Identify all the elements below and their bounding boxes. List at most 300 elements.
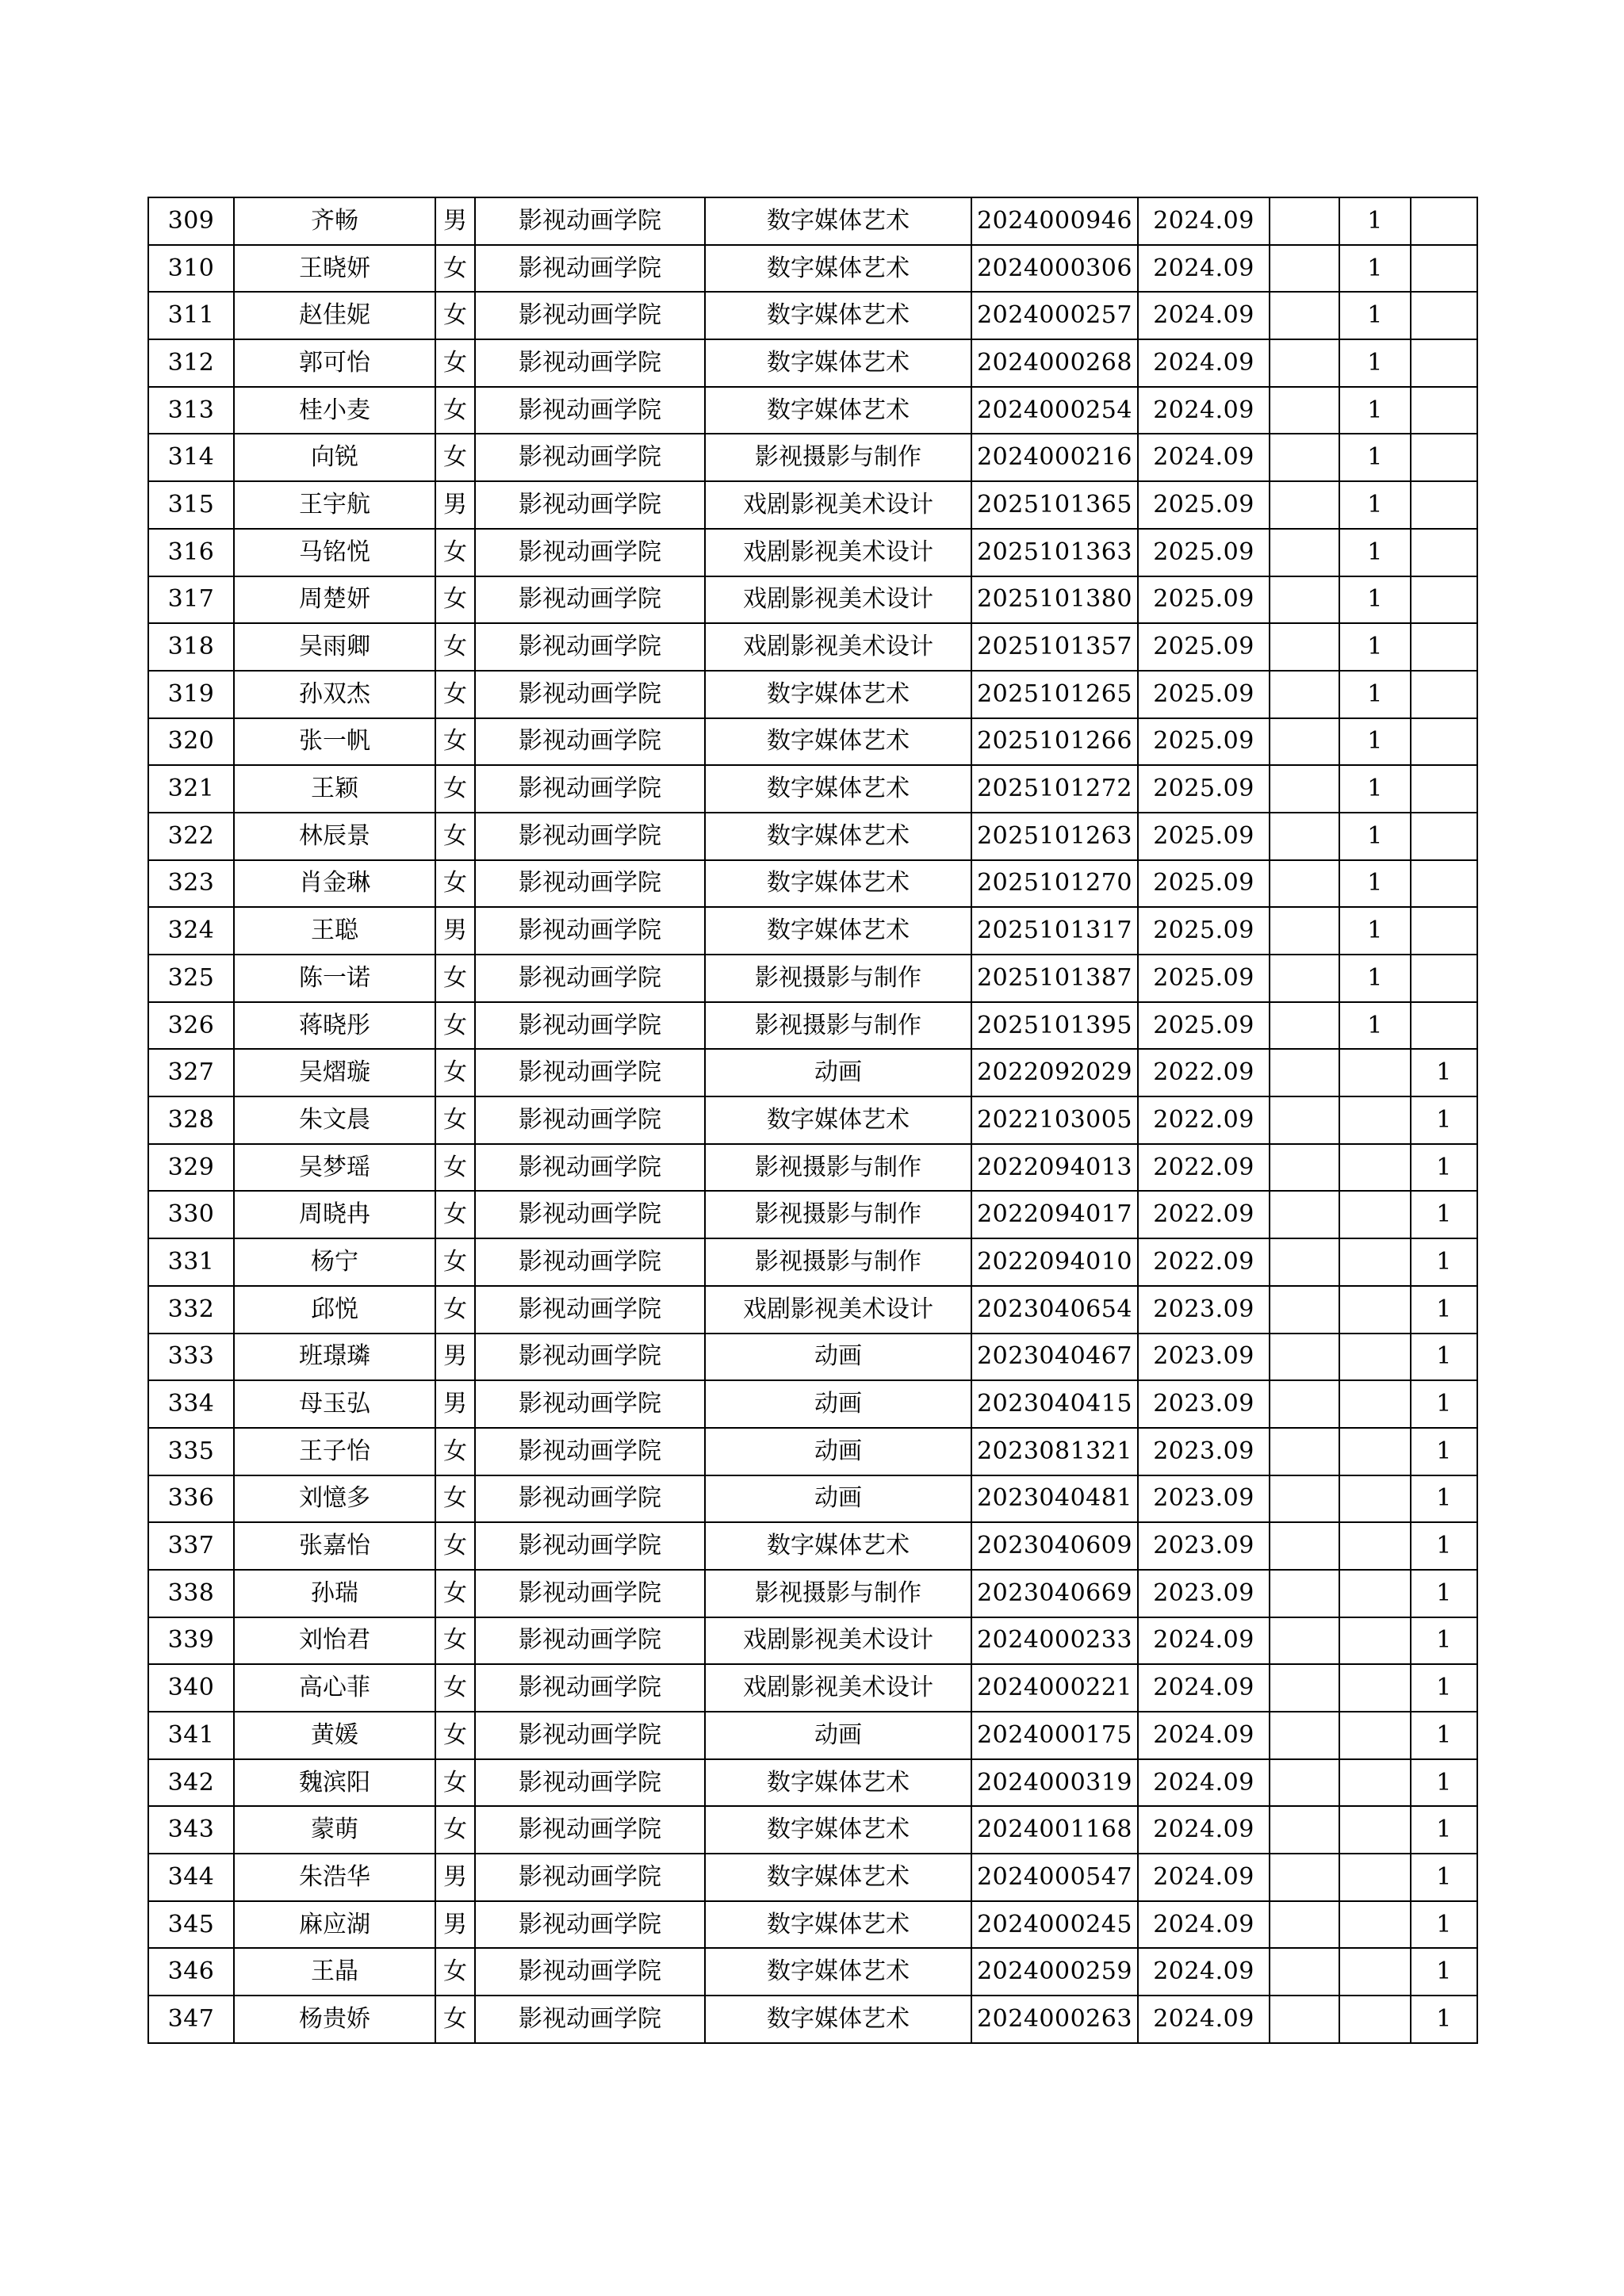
- cell-major: 数字媒体艺术: [705, 765, 971, 813]
- cell-col-10: [1411, 292, 1477, 339]
- cell-enrollment: 2022.09: [1138, 1096, 1270, 1144]
- cell-col-9: 1: [1339, 197, 1411, 245]
- cell-index: 314: [148, 434, 234, 481]
- cell-index: 346: [148, 1948, 234, 1996]
- cell-name: 孙双杰: [234, 671, 435, 718]
- cell-student-id: 2025101357: [971, 623, 1138, 671]
- cell-col-10: [1411, 387, 1477, 434]
- cell-enrollment: 2022.09: [1138, 1144, 1270, 1192]
- cell-major: 动画: [705, 1428, 971, 1475]
- cell-index: 326: [148, 1002, 234, 1050]
- cell-col-10: [1411, 1002, 1477, 1050]
- cell-enrollment: 2024.09: [1138, 1806, 1270, 1854]
- cell-student-id: 2023040654: [971, 1286, 1138, 1334]
- cell-college: 影视动画学院: [475, 387, 705, 434]
- table-row: [148, 529, 1477, 576]
- cell-col-9: [1339, 1428, 1411, 1475]
- cell-col-9: [1339, 1191, 1411, 1238]
- cell-college: 影视动画学院: [475, 1806, 705, 1854]
- cell-student-id: 2022092029: [971, 1049, 1138, 1096]
- cell-col-8: [1270, 1096, 1339, 1144]
- cell-col-8: [1270, 1759, 1339, 1807]
- cell-major: 数字媒体艺术: [705, 339, 971, 387]
- cell-major: 戏剧影视美术设计: [705, 576, 971, 624]
- table-row: [148, 481, 1477, 529]
- cell-gender: 女: [435, 1096, 475, 1144]
- cell-col-8: [1270, 387, 1339, 434]
- cell-index: 324: [148, 907, 234, 955]
- cell-col-9: 1: [1339, 481, 1411, 529]
- cell-index: 310: [148, 245, 234, 293]
- cell-name: 王宇航: [234, 481, 435, 529]
- cell-enrollment: 2025.09: [1138, 860, 1270, 908]
- table-row: [148, 387, 1477, 434]
- cell-major: 数字媒体艺术: [705, 1948, 971, 1996]
- cell-col-9: [1339, 1096, 1411, 1144]
- cell-major: 数字媒体艺术: [705, 292, 971, 339]
- table-row: [148, 576, 1477, 624]
- cell-col-8: [1270, 529, 1339, 576]
- cell-student-id: 2024000547: [971, 1854, 1138, 1901]
- cell-gender: 女: [435, 1238, 475, 1286]
- cell-col-9: [1339, 1617, 1411, 1665]
- cell-col-8: [1270, 197, 1339, 245]
- cell-student-id: 2025101387: [971, 955, 1138, 1002]
- cell-col-9: [1339, 1948, 1411, 1996]
- cell-name: 蒙萌: [234, 1806, 435, 1854]
- cell-college: 影视动画学院: [475, 1191, 705, 1238]
- cell-major: 动画: [705, 1380, 971, 1428]
- cell-college: 影视动画学院: [475, 1380, 705, 1428]
- cell-enrollment: 2025.09: [1138, 955, 1270, 1002]
- table-row: [148, 1334, 1477, 1381]
- cell-major: 数字媒体艺术: [705, 860, 971, 908]
- cell-enrollment: 2024.09: [1138, 1712, 1270, 1759]
- cell-col-8: [1270, 1948, 1339, 1996]
- cell-gender: 男: [435, 1334, 475, 1381]
- cell-student-id: 2023040669: [971, 1570, 1138, 1617]
- cell-index: 344: [148, 1854, 234, 1901]
- cell-major: 影视摄影与制作: [705, 434, 971, 481]
- cell-gender: 女: [435, 387, 475, 434]
- table-row: [148, 1049, 1477, 1096]
- cell-major: 戏剧影视美术设计: [705, 1664, 971, 1712]
- table-row: [148, 813, 1477, 860]
- table-row: [148, 339, 1477, 387]
- table-row: [148, 1617, 1477, 1665]
- cell-gender: 女: [435, 1049, 475, 1096]
- cell-enrollment: 2024.09: [1138, 1901, 1270, 1949]
- cell-gender: 女: [435, 245, 475, 293]
- cell-index: 335: [148, 1428, 234, 1475]
- cell-enrollment: 2024.09: [1138, 1617, 1270, 1665]
- cell-col-8: [1270, 1191, 1339, 1238]
- cell-enrollment: 2024.09: [1138, 434, 1270, 481]
- cell-name: 吴梦瑶: [234, 1144, 435, 1192]
- cell-col-10: 1: [1411, 1664, 1477, 1712]
- cell-college: 影视动画学院: [475, 245, 705, 293]
- cell-gender: 女: [435, 1286, 475, 1334]
- cell-name: 邱悦: [234, 1286, 435, 1334]
- cell-name: 桂小麦: [234, 387, 435, 434]
- cell-student-id: 2024000221: [971, 1664, 1138, 1712]
- cell-college: 影视动画学院: [475, 434, 705, 481]
- cell-name: 王子怡: [234, 1428, 435, 1475]
- cell-student-id: 2022094017: [971, 1191, 1138, 1238]
- cell-col-10: 1: [1411, 1428, 1477, 1475]
- cell-enrollment: 2022.09: [1138, 1238, 1270, 1286]
- cell-name: 王聪: [234, 907, 435, 955]
- cell-student-id: 2024000233: [971, 1617, 1138, 1665]
- cell-major: 数字媒体艺术: [705, 1522, 971, 1570]
- cell-col-10: 1: [1411, 1759, 1477, 1807]
- cell-col-8: [1270, 339, 1339, 387]
- table-row: [148, 1096, 1477, 1144]
- cell-major: 数字媒体艺术: [705, 671, 971, 718]
- cell-enrollment: 2024.09: [1138, 1996, 1270, 2043]
- cell-enrollment: 2023.09: [1138, 1428, 1270, 1475]
- cell-col-10: [1411, 245, 1477, 293]
- cell-col-8: [1270, 1901, 1339, 1949]
- table-row: [148, 1144, 1477, 1192]
- cell-enrollment: 2022.09: [1138, 1191, 1270, 1238]
- cell-col-10: [1411, 529, 1477, 576]
- cell-col-10: 1: [1411, 1996, 1477, 2043]
- cell-student-id: 2024000946: [971, 197, 1138, 245]
- cell-gender: 女: [435, 339, 475, 387]
- table-row: [148, 1428, 1477, 1475]
- cell-major: 数字媒体艺术: [705, 718, 971, 766]
- cell-gender: 男: [435, 197, 475, 245]
- cell-college: 影视动画学院: [475, 1617, 705, 1665]
- cell-student-id: 2025101263: [971, 813, 1138, 860]
- cell-gender: 女: [435, 1806, 475, 1854]
- cell-student-id: 2025101380: [971, 576, 1138, 624]
- cell-col-10: [1411, 718, 1477, 766]
- cell-index: 311: [148, 292, 234, 339]
- cell-major: 戏剧影视美术设计: [705, 529, 971, 576]
- cell-index: 340: [148, 1664, 234, 1712]
- table-row: [148, 1664, 1477, 1712]
- cell-gender: 女: [435, 1570, 475, 1617]
- cell-college: 影视动画学院: [475, 1096, 705, 1144]
- table-row: [148, 292, 1477, 339]
- cell-major: 数字媒体艺术: [705, 1996, 971, 2043]
- cell-name: 母玉弘: [234, 1380, 435, 1428]
- cell-name: 班璟璘: [234, 1334, 435, 1381]
- cell-index: 316: [148, 529, 234, 576]
- cell-col-9: 1: [1339, 765, 1411, 813]
- cell-name: 马铭悦: [234, 529, 435, 576]
- cell-col-10: 1: [1411, 1286, 1477, 1334]
- cell-col-9: [1339, 1901, 1411, 1949]
- cell-name: 蒋晓彤: [234, 1002, 435, 1050]
- cell-student-id: 2024000245: [971, 1901, 1138, 1949]
- cell-name: 魏滨阳: [234, 1759, 435, 1807]
- cell-college: 影视动画学院: [475, 813, 705, 860]
- cell-gender: 男: [435, 481, 475, 529]
- cell-name: 孙瑞: [234, 1570, 435, 1617]
- cell-col-10: 1: [1411, 1712, 1477, 1759]
- cell-name: 王颖: [234, 765, 435, 813]
- cell-col-8: [1270, 1570, 1339, 1617]
- cell-enrollment: 2025.09: [1138, 671, 1270, 718]
- cell-col-9: 1: [1339, 671, 1411, 718]
- cell-name: 麻应湖: [234, 1901, 435, 1949]
- student-roster-table: [147, 197, 1478, 2044]
- cell-name: 向锐: [234, 434, 435, 481]
- cell-college: 影视动画学院: [475, 576, 705, 624]
- table-row: [148, 1854, 1477, 1901]
- cell-gender: 女: [435, 1144, 475, 1192]
- cell-col-10: [1411, 434, 1477, 481]
- cell-name: 朱浩华: [234, 1854, 435, 1901]
- cell-enrollment: 2025.09: [1138, 765, 1270, 813]
- cell-college: 影视动画学院: [475, 481, 705, 529]
- cell-name: 郭可怡: [234, 339, 435, 387]
- cell-col-9: [1339, 1286, 1411, 1334]
- cell-col-8: [1270, 1712, 1339, 1759]
- cell-college: 影视动画学院: [475, 339, 705, 387]
- cell-col-8: [1270, 1428, 1339, 1475]
- cell-major: 数字媒体艺术: [705, 907, 971, 955]
- cell-name: 肖金琳: [234, 860, 435, 908]
- cell-index: 342: [148, 1759, 234, 1807]
- cell-index: 343: [148, 1806, 234, 1854]
- cell-col-8: [1270, 1144, 1339, 1192]
- cell-name: 朱文晨: [234, 1096, 435, 1144]
- cell-student-id: 2024000175: [971, 1712, 1138, 1759]
- cell-col-8: [1270, 1522, 1339, 1570]
- cell-student-id: 2025101395: [971, 1002, 1138, 1050]
- cell-enrollment: 2025.09: [1138, 623, 1270, 671]
- table-row: [148, 1522, 1477, 1570]
- cell-college: 影视动画学院: [475, 1948, 705, 1996]
- cell-student-id: 2022094010: [971, 1238, 1138, 1286]
- cell-col-10: 1: [1411, 1475, 1477, 1523]
- cell-enrollment: 2025.09: [1138, 481, 1270, 529]
- cell-enrollment: 2025.09: [1138, 529, 1270, 576]
- cell-student-id: 2024000216: [971, 434, 1138, 481]
- cell-college: 影视动画学院: [475, 529, 705, 576]
- cell-col-10: [1411, 623, 1477, 671]
- cell-gender: 女: [435, 1617, 475, 1665]
- cell-enrollment: 2024.09: [1138, 1664, 1270, 1712]
- cell-college: 影视动画学院: [475, 1996, 705, 2043]
- table-row: [148, 1806, 1477, 1854]
- cell-student-id: 2023040467: [971, 1334, 1138, 1381]
- cell-name: 杨宁: [234, 1238, 435, 1286]
- cell-major: 数字媒体艺术: [705, 1854, 971, 1901]
- cell-col-10: [1411, 907, 1477, 955]
- cell-gender: 女: [435, 1664, 475, 1712]
- cell-col-9: [1339, 1380, 1411, 1428]
- cell-college: 影视动画学院: [475, 1144, 705, 1192]
- cell-col-8: [1270, 1049, 1339, 1096]
- cell-name: 林辰景: [234, 813, 435, 860]
- cell-enrollment: 2024.09: [1138, 339, 1270, 387]
- cell-col-8: [1270, 718, 1339, 766]
- cell-index: 330: [148, 1191, 234, 1238]
- cell-student-id: 2025101365: [971, 481, 1138, 529]
- cell-col-9: 1: [1339, 860, 1411, 908]
- cell-major: 影视摄影与制作: [705, 1570, 971, 1617]
- cell-col-8: [1270, 671, 1339, 718]
- cell-enrollment: 2025.09: [1138, 813, 1270, 860]
- cell-col-9: 1: [1339, 813, 1411, 860]
- cell-col-8: [1270, 1380, 1339, 1428]
- cell-gender: 女: [435, 623, 475, 671]
- cell-col-9: 1: [1339, 955, 1411, 1002]
- cell-major: 动画: [705, 1334, 971, 1381]
- cell-student-id: 2023081321: [971, 1428, 1138, 1475]
- cell-enrollment: 2024.09: [1138, 292, 1270, 339]
- cell-major: 戏剧影视美术设计: [705, 481, 971, 529]
- cell-major: 动画: [705, 1049, 971, 1096]
- cell-col-8: [1270, 1002, 1339, 1050]
- cell-gender: 女: [435, 1948, 475, 1996]
- cell-enrollment: 2023.09: [1138, 1522, 1270, 1570]
- cell-major: 数字媒体艺术: [705, 813, 971, 860]
- table-row: [148, 197, 1477, 245]
- cell-col-10: [1411, 860, 1477, 908]
- cell-name: 赵佳妮: [234, 292, 435, 339]
- cell-col-8: [1270, 813, 1339, 860]
- cell-college: 影视动画学院: [475, 1286, 705, 1334]
- cell-col-10: 1: [1411, 1144, 1477, 1192]
- cell-name: 齐畅: [234, 197, 435, 245]
- cell-col-9: [1339, 1334, 1411, 1381]
- cell-index: 328: [148, 1096, 234, 1144]
- cell-enrollment: 2024.09: [1138, 1854, 1270, 1901]
- cell-index: 339: [148, 1617, 234, 1665]
- cell-student-id: 2024001168: [971, 1806, 1138, 1854]
- cell-index: 323: [148, 860, 234, 908]
- cell-enrollment: 2025.09: [1138, 1002, 1270, 1050]
- cell-name: 黄媛: [234, 1712, 435, 1759]
- cell-major: 影视摄影与制作: [705, 1002, 971, 1050]
- cell-name: 吴雨卿: [234, 623, 435, 671]
- cell-col-9: 1: [1339, 623, 1411, 671]
- cell-major: 戏剧影视美术设计: [705, 1286, 971, 1334]
- cell-col-9: 1: [1339, 387, 1411, 434]
- cell-college: 影视动画学院: [475, 671, 705, 718]
- cell-col-10: [1411, 955, 1477, 1002]
- cell-student-id: 2024000306: [971, 245, 1138, 293]
- cell-col-10: 1: [1411, 1334, 1477, 1381]
- cell-col-9: [1339, 1759, 1411, 1807]
- cell-col-8: [1270, 292, 1339, 339]
- cell-index: 347: [148, 1996, 234, 2043]
- cell-col-9: 1: [1339, 576, 1411, 624]
- table-row: [148, 718, 1477, 766]
- cell-col-10: [1411, 813, 1477, 860]
- cell-college: 影视动画学院: [475, 1475, 705, 1523]
- cell-col-8: [1270, 1854, 1339, 1901]
- cell-col-10: 1: [1411, 1049, 1477, 1096]
- cell-index: 333: [148, 1334, 234, 1381]
- cell-college: 影视动画学院: [475, 1901, 705, 1949]
- cell-col-8: [1270, 1238, 1339, 1286]
- cell-student-id: 2025101270: [971, 860, 1138, 908]
- table-row: [148, 1948, 1477, 1996]
- cell-major: 数字媒体艺术: [705, 1806, 971, 1854]
- cell-col-8: [1270, 1806, 1339, 1854]
- cell-enrollment: 2023.09: [1138, 1475, 1270, 1523]
- cell-major: 动画: [705, 1712, 971, 1759]
- cell-major: 数字媒体艺术: [705, 1759, 971, 1807]
- table-row: [148, 1380, 1477, 1428]
- cell-index: 315: [148, 481, 234, 529]
- cell-col-9: [1339, 1996, 1411, 2043]
- cell-col-9: 1: [1339, 245, 1411, 293]
- cell-enrollment: 2024.09: [1138, 197, 1270, 245]
- cell-major: 数字媒体艺术: [705, 1096, 971, 1144]
- cell-gender: 女: [435, 1475, 475, 1523]
- cell-student-id: 2025101363: [971, 529, 1138, 576]
- cell-index: 325: [148, 955, 234, 1002]
- cell-major: 戏剧影视美术设计: [705, 623, 971, 671]
- cell-gender: 女: [435, 718, 475, 766]
- cell-name: 杨贵娇: [234, 1996, 435, 2043]
- cell-index: 341: [148, 1712, 234, 1759]
- cell-student-id: 2025101317: [971, 907, 1138, 955]
- cell-enrollment: 2025.09: [1138, 576, 1270, 624]
- cell-col-9: 1: [1339, 339, 1411, 387]
- cell-index: 337: [148, 1522, 234, 1570]
- cell-college: 影视动画学院: [475, 1334, 705, 1381]
- cell-col-8: [1270, 1617, 1339, 1665]
- cell-col-10: [1411, 197, 1477, 245]
- cell-index: 327: [148, 1049, 234, 1096]
- cell-col-8: [1270, 1334, 1339, 1381]
- cell-index: 309: [148, 197, 234, 245]
- cell-college: 影视动画学院: [475, 718, 705, 766]
- cell-major: 数字媒体艺术: [705, 387, 971, 434]
- cell-student-id: 2024000259: [971, 1948, 1138, 1996]
- cell-col-10: 1: [1411, 1191, 1477, 1238]
- cell-col-10: 1: [1411, 1238, 1477, 1286]
- cell-name: 吴熠璇: [234, 1049, 435, 1096]
- cell-col-10: 1: [1411, 1854, 1477, 1901]
- table-row: [148, 1759, 1477, 1807]
- cell-col-8: [1270, 576, 1339, 624]
- table-row: [148, 245, 1477, 293]
- cell-index: 332: [148, 1286, 234, 1334]
- cell-gender: 女: [435, 813, 475, 860]
- cell-col-10: [1411, 481, 1477, 529]
- cell-col-10: 1: [1411, 1096, 1477, 1144]
- table-row: [148, 1475, 1477, 1523]
- cell-col-8: [1270, 1664, 1339, 1712]
- cell-student-id: 2025101265: [971, 671, 1138, 718]
- cell-col-10: 1: [1411, 1948, 1477, 1996]
- table-row: [148, 955, 1477, 1002]
- cell-enrollment: 2022.09: [1138, 1049, 1270, 1096]
- cell-college: 影视动画学院: [475, 907, 705, 955]
- cell-name: 刘憶多: [234, 1475, 435, 1523]
- cell-major: 动画: [705, 1475, 971, 1523]
- table-row: [148, 860, 1477, 908]
- table-row: [148, 1002, 1477, 1050]
- cell-gender: 女: [435, 860, 475, 908]
- cell-name: 王晶: [234, 1948, 435, 1996]
- cell-enrollment: 2024.09: [1138, 245, 1270, 293]
- table-row: [148, 1570, 1477, 1617]
- cell-gender: 男: [435, 1380, 475, 1428]
- cell-major: 数字媒体艺术: [705, 245, 971, 293]
- cell-student-id: 2024000268: [971, 339, 1138, 387]
